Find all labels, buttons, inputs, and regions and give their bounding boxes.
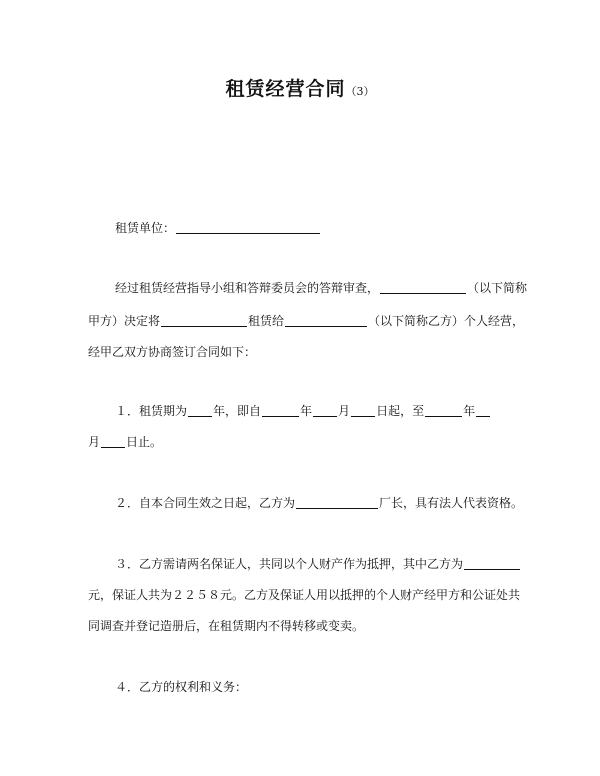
title-suffix: （3） — [345, 85, 375, 98]
clause-1-text-d: 月 — [338, 404, 351, 418]
clause-1-text-f: 年 — [463, 404, 476, 418]
clause-4-text: ４．乙方的权利和义务： — [115, 680, 248, 694]
clause-1-blank-start-month — [313, 404, 337, 417]
clause-4-line — [115, 679, 247, 695]
lessor-unit-blank — [176, 221, 320, 234]
clause-1-line-1 — [115, 403, 491, 419]
intro-text-2c: （以下简称乙方）个人经营， — [368, 314, 525, 328]
intro-text-2a: 甲方）决定将 — [88, 314, 161, 328]
intro-line-3 — [88, 344, 256, 360]
clause-3-text-b: 元，保证人共为２２５８元。乙方及保证人用以抵押的个人财产经甲方和公证处共 — [88, 588, 521, 602]
clause-2-text-a: ２．自本合同生效之日起，乙方为 — [115, 496, 296, 510]
clause-1-blank-end-year — [425, 404, 462, 417]
intro-blank-lessee — [285, 314, 367, 327]
intro-blank-lessor — [380, 281, 466, 294]
intro-blank-enterprise — [161, 314, 247, 327]
clause-1-text-c: 年 — [300, 404, 313, 418]
clause-1-text-g: 月 — [88, 435, 101, 449]
clause-3-blank-amount — [464, 557, 520, 570]
clause-1-blank-start-day — [351, 404, 375, 417]
intro-text-1-end: （以下简称 — [467, 281, 528, 295]
clause-2-text-b: 厂长，具有法人代表资格。 — [379, 496, 524, 510]
lessor-unit-label: 租赁单位： — [115, 221, 176, 235]
intro-text-3: 经甲乙双方协商签订合同如下： — [88, 345, 257, 359]
intro-text-2b: 租赁给 — [248, 314, 285, 328]
clause-1-text-e: 日起，至 — [376, 404, 425, 418]
clause-3-line-2 — [88, 587, 520, 603]
intro-line-1 — [115, 280, 527, 296]
clause-2-line — [115, 495, 523, 511]
clause-1-line-2 — [88, 434, 162, 450]
clause-1-blank-years — [188, 404, 212, 417]
clause-1-text-h: 日止。 — [126, 435, 163, 449]
clause-2-blank-factory — [296, 496, 378, 509]
clause-1-text-b: 年，即自 — [213, 404, 262, 418]
intro-text-1: 经过租赁经营指导小组和答辩委员会的答辩审查， — [115, 281, 380, 295]
intro-line-2 — [88, 313, 524, 329]
clause-1-blank-end-day — [101, 435, 125, 448]
clause-3-text-a: ３．乙方需请两名保证人，共同以个人财产作为抵押，其中乙方为 — [115, 557, 464, 571]
lessor-unit-line — [115, 220, 321, 236]
clause-1-text-a: １．租赁期为 — [115, 404, 188, 418]
title-text: 租赁经营合同 — [225, 78, 346, 100]
document-title — [0, 74, 600, 101]
clause-3-text-c: 同调查并登记造册后，在租赁期内不得转移或变卖。 — [88, 619, 365, 633]
clause-3-line-3 — [88, 618, 364, 634]
clause-3-line-1 — [115, 556, 521, 572]
clause-1-blank-start-year — [262, 404, 299, 417]
clause-1-blank-end-month — [476, 404, 490, 417]
